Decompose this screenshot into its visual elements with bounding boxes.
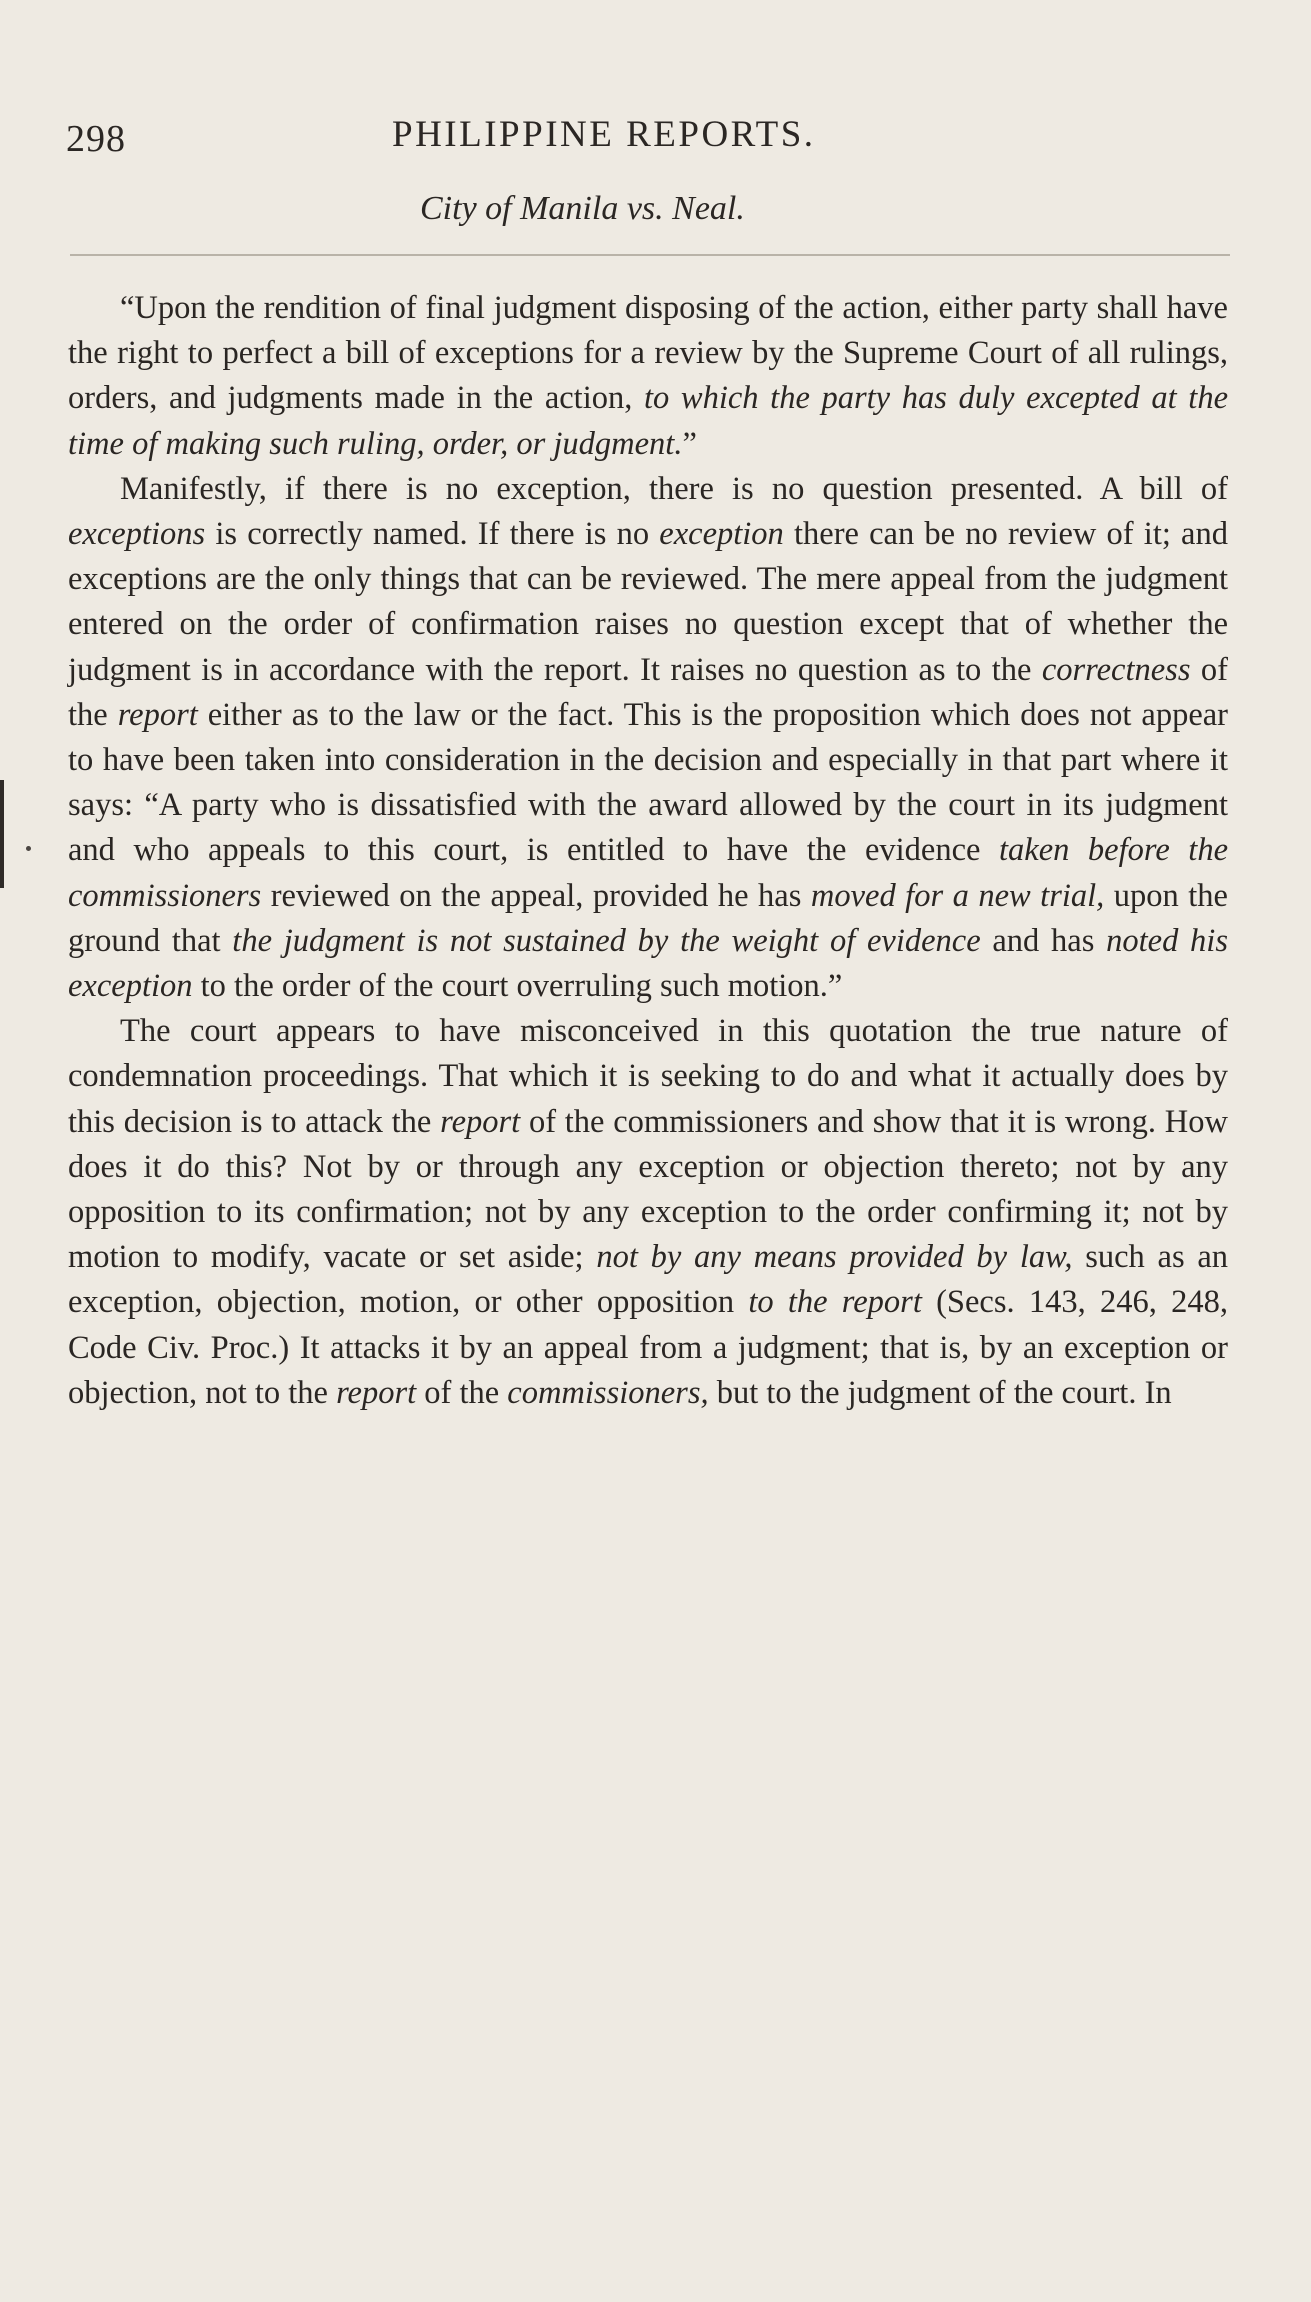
italic-run: report	[440, 1103, 521, 1140]
text-run: reviewed on the appeal, provided he has	[261, 877, 811, 914]
text-run: ”	[682, 425, 697, 462]
text-run: there can be no review of it; and exceptions are the only things that can be reviewed. The mere appeal from the judgment entered on the order of confirmation raises no question except that of whether the judgment is in accordance with the report. It raises no question as to the	[68, 516, 1228, 688]
text-run: of the	[416, 1374, 508, 1411]
text-run: either as to the law or the fact. This is the proposition which does not appear to have been taken into consideration in the decision and especially in that part where it says: “A party who is dissatisfied with the award allowed by the court in its judgment and who appeals to this court, is entitled to have the evidence	[68, 696, 1228, 869]
paragraph-court-misconceived	[68, 1009, 1228, 1416]
margin-binding-mark	[0, 780, 4, 888]
text-run: is correctly named. If there is no	[205, 516, 660, 553]
text-run: to the order of the court overruling such motion.”	[192, 968, 843, 1005]
text-run: Manifestly, if there is no exception, there is no question presented. A bill of	[120, 470, 1228, 507]
italic-run: commissioners,	[507, 1374, 709, 1411]
italic-run: noted his exception	[68, 922, 1228, 1005]
paragraph-manifestly	[68, 467, 1228, 1009]
italic-run: report	[336, 1374, 417, 1411]
italic-run: correctness	[1041, 651, 1191, 688]
header-rule	[70, 254, 1230, 256]
case-caption: City of Manila vs. Neal.	[420, 190, 745, 227]
margin-dot	[26, 846, 31, 851]
italic-run: the judgment is not sustained by the weight of evidence	[232, 922, 981, 959]
text-run: “Upon the rendition of final judgment disposing of the action, either party shall have the right to perfect a bill of exceptions for a review by the Supreme Court of all rulings, orders, and judgments made in the action,	[68, 290, 1228, 417]
text-run: and has	[980, 922, 1107, 959]
italic-run: exceptions	[68, 516, 206, 553]
italic-run: not by any means provided by law,	[596, 1239, 1073, 1276]
page-number: 298	[66, 118, 126, 160]
body-text	[68, 286, 1228, 1416]
italic-run: report	[117, 696, 198, 733]
text-run: The court appears to have misconceived in this quotation the true nature of condemnation proceedings. That which it is seeking to do and what it actually does by this decision is to attack the	[68, 1013, 1228, 1140]
text-run: but to the judgment of the court. In	[708, 1374, 1172, 1411]
text-run: of the commissioners and show that it is wrong. How does it do this? Not by or through any exception or objection thereto; not by any opposition to its confirmation; not by any exception to the order confirming it; not by motion to modify, vacate or set aside;	[68, 1103, 1228, 1276]
italic-run: taken before the commissioners	[68, 832, 1228, 914]
italic-run: to the report	[748, 1284, 922, 1321]
italic-run: to which the party has duly excepted at the time of making such ruling, order, or judgment.	[68, 380, 1229, 462]
text-run: of the	[68, 651, 1229, 733]
text-run: upon the ground that	[68, 877, 1228, 959]
running-head: PHILIPPINE REPORTS.	[392, 114, 816, 155]
italic-run: moved for a new trial,	[810, 877, 1105, 914]
paragraph-quotation	[68, 286, 1228, 467]
text-run: such as an exception, objection, motion, or other opposition	[68, 1239, 1228, 1321]
text-run: (Secs. 143, 246, 248, Code Civ. Proc.) It attacks it by an appeal from a judgment; that is, by an exception or objection, not to the	[68, 1284, 1228, 1411]
italic-run: exception	[659, 516, 784, 553]
